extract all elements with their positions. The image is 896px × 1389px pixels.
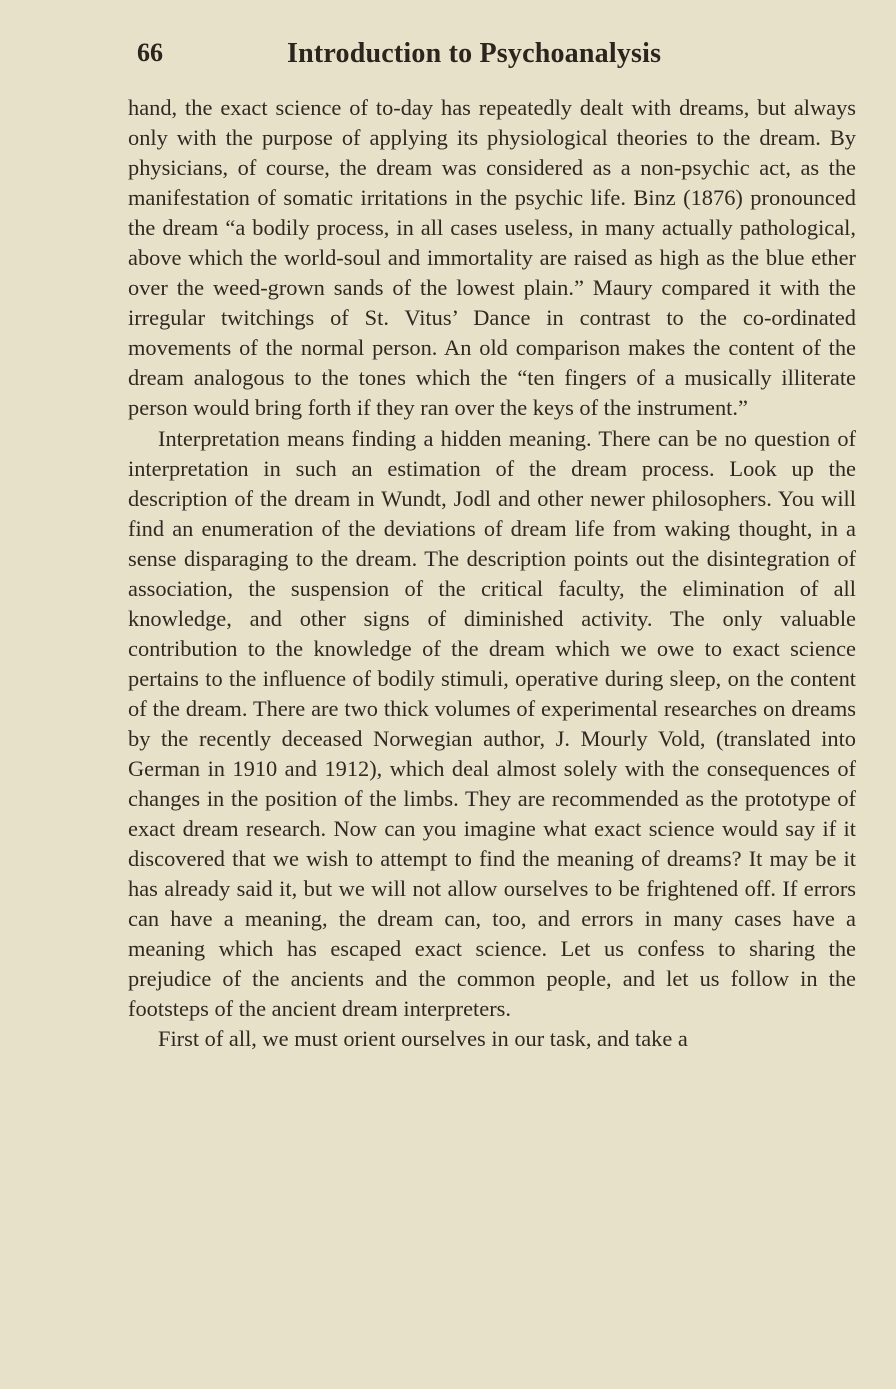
running-head: [137, 38, 857, 74]
running-title: Introduction to Psychoanalysis: [287, 38, 662, 69]
paragraph-first-of-all: First of all, we must orient ourselves in our task, and take a: [158, 1026, 688, 1052]
page-number: 66: [137, 38, 163, 67]
paragraph-continued: hand, the exact science of to-day has repeatedly dealt with dreams, but always only with the purpose of applying its physiological theories to the dream. By physicians, of course, the dream was considered as a non-psychic act, as the manifestation of somatic irritations in the psychic life. Binz (1876) pronounced the dream “a bodily process, in all cases useless, in many actually pathological, above which the world-soul and immortality are raised as high as the blue ether over the weed-grown sands of the lowest plain.” Maury compared it with the irregular twitchings of St. Vitus’ Dance in contrast to the co-ordinated movements of the normal person. An old comparison makes the content of the dream analogous to the tones which the “ten fingers of a musically illiterate person would bring forth if they ran over the keys of the instrument.”: [128, 95, 856, 421]
body-text: [128, 93, 856, 1055]
paragraph-interpretation: Interpretation means finding a hidden meaning. There can be no question of interpretation in such an estimation of the dream process. Look up the description of the dream in Wundt, Jodl and other newer philosophers. You will find an enumeration of the deviations of dream life from waking thought, in a sense disparaging to the dream. The description points out the disintegration of association, the suspension of the critical faculty, the elimination of all knowledge, and other signs of diminished activity. The only valuable contribution to the knowledge of the dream which we owe to exact science pertains to the influence of bodily stimuli, operative during sleep, on the content of the dream. There are two thick volumes of experimental researches on dreams by the recently deceased Norwegian author, J. Mourly Vold, (translated into German in 1910 and 1912), which deal almost solely with the consequences of changes in the position of the limbs. They are recommended as the prototype of exact dream research. Now can you imagine what exact science would say if it discovered that we wish to attempt to find the meaning of dreams? It may be it has already said it, but we will not allow ourselves to be frightened off. If errors can have a meaning, the dream can, too, and errors in many cases have a meaning which has escaped exact science. Let us confess to sharing the prejudice of the ancients and the common people, and let us follow in the footsteps of the ancient dream interpreters.: [128, 425, 856, 1022]
